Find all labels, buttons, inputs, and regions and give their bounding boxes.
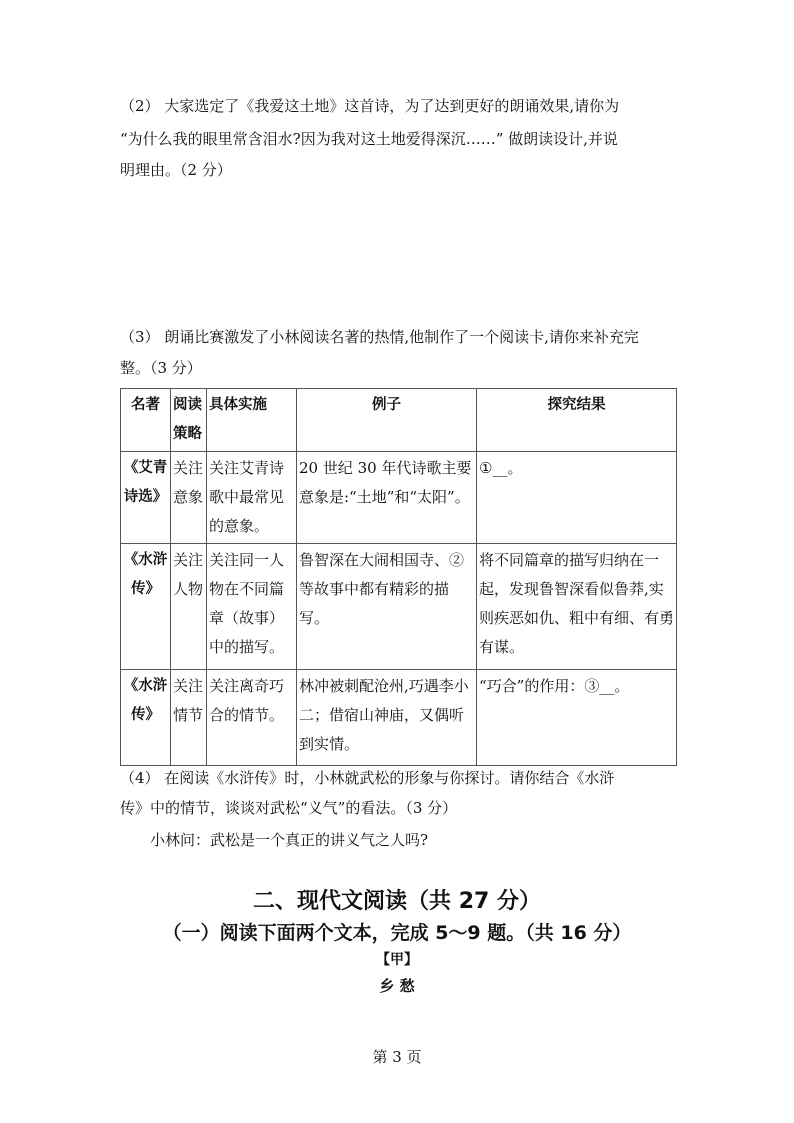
header-result: 探究结果 — [477, 389, 677, 452]
table-header-row — [121, 389, 677, 452]
cell-example: 鲁智深在大闹相国寺、②等故事中都有精彩的描写。 — [297, 544, 477, 670]
cell-example: 20 世纪 30 年代诗歌主要意象是:“土地”和“太阳”。 — [297, 452, 477, 544]
cell-book: 《水浒传》 — [121, 670, 171, 766]
section-subtitle: （一）阅读下面两个文本，完成 5～9 题。（共 16 分） — [162, 922, 632, 944]
q2-line3: 明理由。（2 分） — [120, 161, 232, 179]
table-row — [121, 544, 677, 670]
q2-line2: “为什么我的眼里常含泪水?因为我对这土地爱得深沉……” 做朗读设计,并说 — [120, 130, 618, 148]
page-number: 第 3 页 — [372, 1048, 422, 1066]
poem-title: 乡 愁 — [379, 977, 415, 995]
section-title: 二、现代文阅读（共 27 分） — [253, 889, 541, 914]
reading-card-table — [120, 388, 677, 766]
cell-strategy: 关注情节 — [171, 670, 207, 766]
cell-result: 将不同篇章的描写归纳在一起，发现鲁智深看似鲁莽,实则疾恶如仇、粗中有细、有勇有谋。 — [477, 544, 677, 670]
q4-line1: （4） 在阅读《水浒传》时，小林就武松的形象与你探讨。请你结合《水浒 — [120, 769, 615, 787]
cell-action: 关注艾青诗歌中最常见的意象。 — [207, 452, 297, 544]
header-example: 例子 — [297, 389, 477, 452]
header-book: 名著 — [121, 389, 171, 452]
q2-line1: （2） 大家选定了《我爱这土地》这首诗，为了达到更好的朗诵效果,请你为 — [120, 97, 620, 115]
cell-result-blank-1: ①__。 — [477, 452, 677, 544]
cell-action: 关注离奇巧合的情节。 — [207, 670, 297, 766]
header-strategy: 阅读策略 — [171, 389, 207, 452]
cell-result-blank-3: “巧合”的作用：③__。 — [477, 670, 677, 766]
cell-example: 林冲被刺配沧州,巧遇李小二；借宿山神庙，又偶听到实情。 — [297, 670, 477, 766]
q4-line3: 小林问：武松是一个真正的讲义气之人吗? — [150, 831, 429, 849]
cell-strategy: 关注人物 — [171, 544, 207, 670]
header-action: 具体实施 — [207, 389, 297, 452]
q3-line2: 整。（3 分） — [120, 359, 202, 377]
table-row — [121, 670, 677, 766]
cell-book: 《艾青诗选》 — [121, 452, 171, 544]
q4-line2: 传》中的情节，谈谈对武松“义气”的看法。（3 分） — [120, 799, 458, 817]
q3-line1: （3） 朗诵比赛激发了小林阅读名著的热情,他制作了一个阅读卡,请你来补充完 — [120, 328, 639, 346]
cell-action: 关注同一人物在不同篇章（故事）中的描写。 — [207, 544, 297, 670]
cell-book: 《水浒传》 — [121, 544, 171, 670]
text-tag: 【甲】 — [376, 952, 418, 968]
table-row — [121, 452, 677, 544]
cell-strategy: 关注意象 — [171, 452, 207, 544]
